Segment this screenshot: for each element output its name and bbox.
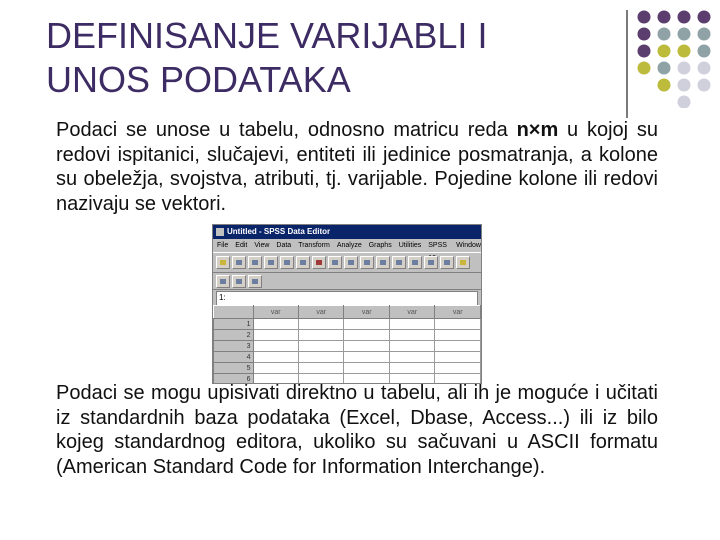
decorative-dot: [678, 79, 691, 92]
table-row: [214, 341, 481, 352]
grid-corner: [214, 306, 254, 319]
slide-title: DEFINISANJE VARIJABLI I UNOS PODATAKA: [46, 15, 488, 100]
row-number: 5: [214, 363, 254, 374]
use-sets-icon: [216, 275, 230, 288]
data-cell: [435, 341, 481, 352]
find-icon: [360, 256, 374, 269]
row-number: 3: [214, 341, 254, 352]
data-cell: [299, 319, 344, 330]
redo-icon: [296, 256, 310, 269]
variables-icon: [344, 256, 358, 269]
decorative-dot: [678, 28, 691, 41]
data-cell: [253, 341, 298, 352]
dialog-recall-icon: [264, 256, 278, 269]
data-cell: [299, 363, 344, 374]
spss-menu-analyze: Analyze: [336, 242, 362, 249]
data-cell: [344, 352, 389, 363]
weight-cases-icon: [424, 256, 438, 269]
decorative-dot: [698, 11, 711, 24]
decorative-dot: [658, 79, 671, 92]
goto-case-icon: [328, 256, 342, 269]
decorative-dot: [678, 11, 691, 24]
data-cell: [389, 341, 434, 352]
list-icon: [248, 275, 262, 288]
decorative-dot: [698, 79, 711, 92]
decorative-dot: [638, 28, 651, 41]
decorative-dot: [678, 45, 691, 58]
decorative-dot: [638, 11, 651, 24]
column-header-var: var: [299, 306, 344, 319]
spss-menu-graphs: Graphs: [368, 242, 392, 249]
data-cell: [389, 330, 434, 341]
column-header-var: var: [344, 306, 389, 319]
spss-menu-data: Data: [276, 242, 292, 249]
data-cell: [344, 319, 389, 330]
goto-chart-icon: [312, 256, 326, 269]
table-row: [214, 352, 481, 363]
spss-secondary-toolbar: [213, 273, 481, 290]
decorative-dot: [638, 45, 651, 58]
spss-toolbar: [213, 252, 481, 273]
spss-menu-view: View: [254, 242, 270, 249]
decorative-dot: [658, 62, 671, 75]
paragraph-data-import: Podaci se mogu upisivati direktno u tabelu, ali ih je moguće i učitati iz standardnih baza podataka (Excel, Dbase, Access...) ili iz bilo kojeg standardnog editora, ukoliko su sačuvani u ASCII formatu (American Standard Code for Information Interchange).: [56, 382, 658, 478]
value-labels-icon: [456, 256, 470, 269]
decorative-dot: [658, 45, 671, 58]
row-number: 6: [214, 374, 254, 385]
decorative-dot: [698, 45, 711, 58]
data-cell: [435, 363, 481, 374]
row-number: 4: [214, 352, 254, 363]
data-cell: [435, 352, 481, 363]
spss-menu-transform: Transform: [298, 242, 330, 249]
column-header-var: var: [389, 306, 434, 319]
spss-title-bar: [213, 225, 481, 239]
spss-app-icon: [216, 228, 224, 236]
decorative-dot: [678, 96, 691, 109]
data-cell: [253, 330, 298, 341]
data-cell: [389, 363, 434, 374]
data-cell: [389, 319, 434, 330]
table-row: [214, 363, 481, 374]
show-sets-icon: [232, 275, 246, 288]
data-cell: [389, 352, 434, 363]
decorative-dot: [678, 62, 691, 75]
column-header-var: var: [253, 306, 298, 319]
row-number: 2: [214, 330, 254, 341]
decorative-dot: [638, 62, 651, 75]
data-cell: [253, 352, 298, 363]
save-icon: [232, 256, 246, 269]
decorative-dot: [698, 62, 711, 75]
table-row: [214, 319, 481, 330]
table-row: [214, 330, 481, 341]
matrix-dimension-label: n×m: [516, 119, 559, 141]
paragraph1-text-start: Podaci se unose u tabelu, odnosno matricu reda: [56, 119, 517, 141]
paragraph-matrix-definition: [56, 118, 658, 216]
spss-data-editor-screenshot: [212, 224, 482, 384]
data-cell: [344, 341, 389, 352]
spss-menu-edit: Edit: [235, 242, 248, 249]
decorative-dot-grid: [634, 8, 720, 108]
column-header-var: var: [435, 306, 481, 319]
data-cell: [344, 330, 389, 341]
insert-case-icon: [376, 256, 390, 269]
open-folder-icon: [216, 256, 230, 269]
spss-data-grid: [213, 305, 481, 383]
spss-menu-window: Window: [456, 242, 481, 249]
decorative-dot: [658, 11, 671, 24]
data-cell: [435, 330, 481, 341]
insert-variable-icon: [392, 256, 406, 269]
spss-menu-utilities: Utilities: [398, 242, 422, 249]
undo-icon: [280, 256, 294, 269]
split-file-icon: [408, 256, 422, 269]
decorative-dot: [698, 28, 711, 41]
spss-menu-bar: [213, 239, 481, 252]
data-cell: [299, 341, 344, 352]
spss-menu-spss: SPSS: [428, 242, 447, 249]
data-cell: [253, 363, 298, 374]
decorative-dot: [658, 28, 671, 41]
select-cases-icon: [440, 256, 454, 269]
data-cell: [344, 363, 389, 374]
spss-data-table: [213, 305, 481, 384]
spss-window-title: Untitled - SPSS Data Editor: [227, 227, 331, 236]
row-number: 1: [214, 319, 254, 330]
data-cell: [253, 319, 298, 330]
data-cell: [435, 319, 481, 330]
decorative-vertical-line: [626, 10, 628, 118]
spss-menu-file: File: [217, 242, 229, 249]
cell-reference-field: 1:: [216, 291, 478, 306]
data-cell: [299, 352, 344, 363]
paragraph1-text-end: u kojoj su redovi ispitanici, slučajevi, entiteti ili jedinice posmatranja, a kolone su obeležja, svojstva, atributi, tj. varijable. Pojedine kolone ili redovi nazivaju se vektori.: [56, 119, 658, 215]
data-cell: [299, 330, 344, 341]
print-icon: [248, 256, 262, 269]
